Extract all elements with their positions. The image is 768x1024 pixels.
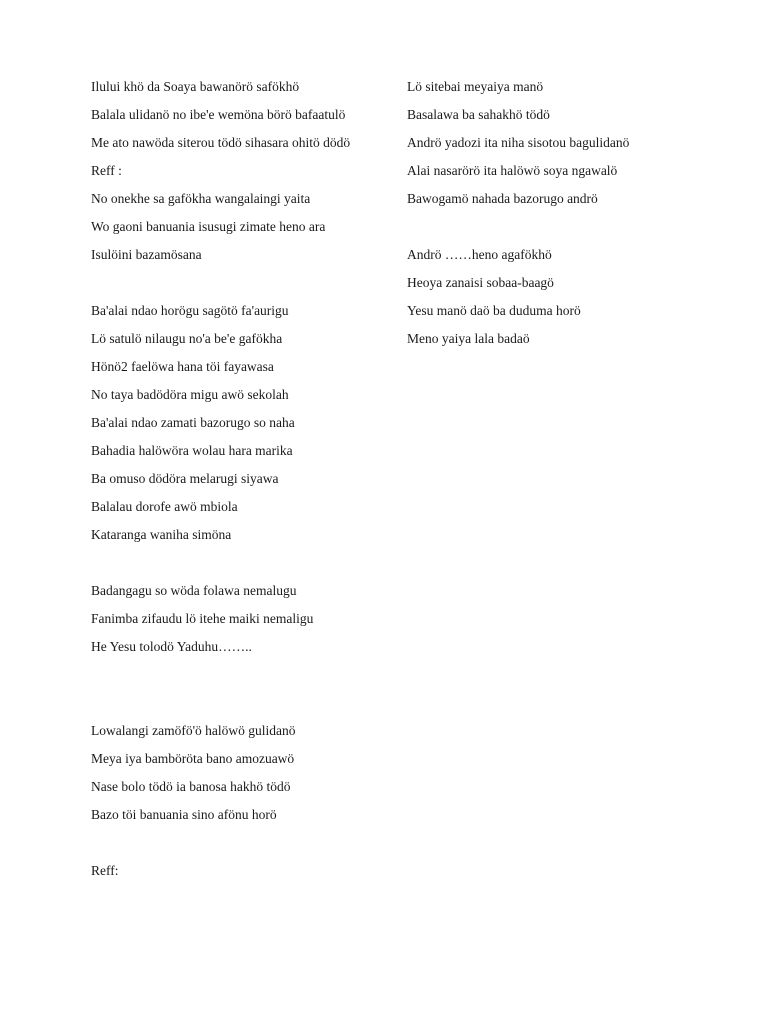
lyric-line: Balalau dorofe awö mbiola [91, 499, 238, 514]
lyric-line: Ba omuso dödöra melarugi siyawa [91, 471, 279, 486]
lyric-line: Wo gaoni banuania isusugi zimate heno ara [91, 219, 326, 234]
lyric-line: Yesu manö daö ba duduma horö [407, 303, 581, 318]
stanza-gap [91, 834, 381, 862]
lyric-line: Lö satulö nilaugu no'a be'e gafökha [91, 331, 283, 346]
lyric-line: Fanimba zifaudu lö itehe maiki nemaligu [91, 611, 314, 626]
stanza-gap [91, 554, 381, 582]
lyric-line: Nase bolo tödö ia banosa hakhö tödö [91, 779, 291, 794]
lyric-line: Kataranga waniha simöna [91, 527, 232, 542]
lyric-line: Basalawa ba sahakhö tödö [407, 107, 550, 122]
stanza-gap [91, 666, 381, 722]
lyric-line: He Yesu tolodö Yaduhu…….. [91, 639, 252, 654]
lyric-line: Ilului khö da Soaya bawanörö safökhö [91, 79, 300, 94]
lyric-line: Isulöini bazamösana [91, 247, 202, 262]
refrain-label: Reff : [91, 163, 122, 178]
refrain-label: Reff: [91, 863, 119, 878]
lyric-line: Lowalangi zamöfö'ö halöwö gulidanö [91, 723, 296, 738]
lyric-line: Andrö ……heno agafökhö [407, 247, 552, 262]
lyric-line: Alai nasarörö ita halöwö soya ngawalö [407, 163, 618, 178]
lyric-line: Hönö2 faelöwa hana töi fayawasa [91, 359, 274, 374]
lyric-line: Meno yaiya lala badaö [407, 331, 530, 346]
lyric-line: Ba'alai ndao zamati bazorugo so naha [91, 415, 295, 430]
left-column [91, 78, 381, 890]
lyric-line: Bawogamö nahada bazorugo andrö [407, 191, 598, 206]
lyric-line: Bahadia halöwöra wolau hara marika [91, 443, 293, 458]
lyric-line: Andrö yadozi ita niha sisotou bagulidanö [407, 135, 630, 150]
stanza-gap [407, 218, 707, 246]
lyric-line: No taya badödöra migu awö sekolah [91, 387, 289, 402]
stanza-gap [91, 274, 381, 302]
lyric-line: Ba'alai ndao horögu sagötö fa'aurigu [91, 303, 289, 318]
lyric-line: Meya iya bamböröta bano amozuawö [91, 751, 295, 766]
right-column [407, 78, 707, 358]
lyric-line: Me ato nawöda siterou tödö sihasara ohitö dödö [91, 135, 351, 150]
lyric-line: Badangagu so wöda folawa nemalugu [91, 583, 297, 598]
lyric-line: Lö sitebai meyaiya manö [407, 79, 544, 94]
lyric-line: Heoya zanaisi sobaa-baagö [407, 275, 554, 290]
lyric-line: Bazo töi banuania sino afönu horö [91, 807, 277, 822]
lyric-line: Balala ulidanö no ibe'e wemöna börö bafaatulö [91, 107, 346, 122]
lyric-line: No onekhe sa gafökha wangalaingi yaita [91, 191, 311, 206]
